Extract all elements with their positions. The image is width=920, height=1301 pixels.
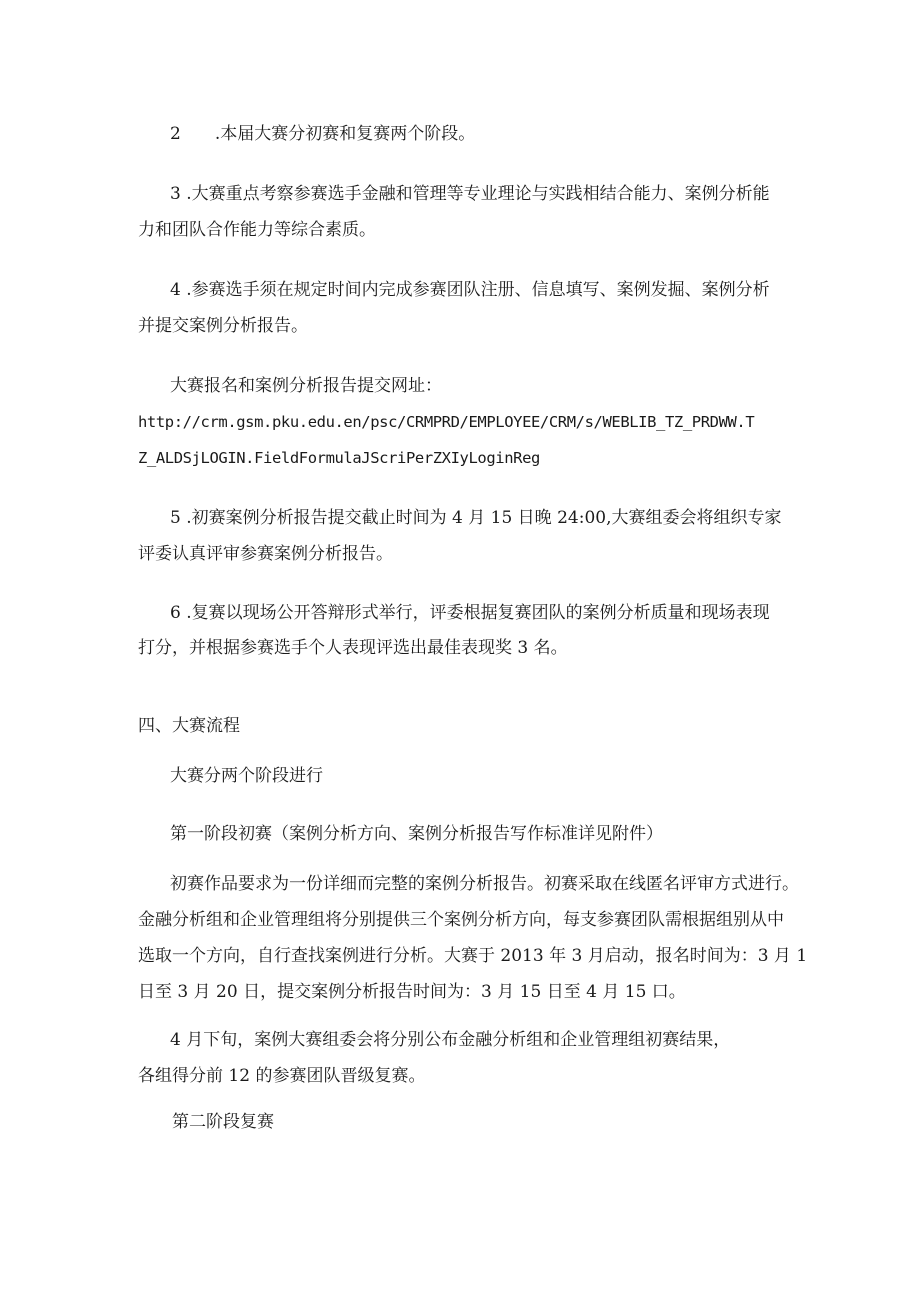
stage-1-para-1-line-1: 初赛作品要求为一份详细而完整的案例分析报告。初赛采取在线匿名评审方式进行。 (170, 874, 799, 894)
stage-1-para-1-line-4: 日至 3 月 20 日，提交案例分析报告时间为：3 月 15 日至 4 月 15 口。 (138, 982, 686, 1002)
url-label: 大赛报名和案例分析报告提交网址： (170, 376, 442, 396)
stage-1-para-1-line-3: 选取一个方向，自行查找案例进行分析。大赛于 2013 年 3 月启动，报名时间为：3 月 1 (138, 946, 808, 966)
stage-1-para-2-line-2: 各组得分前 12 的参赛团队晋级复赛。 (138, 1066, 426, 1086)
stage-2-title: 第二阶段复赛 (172, 1112, 274, 1132)
stage-1-title: 第一阶段初赛（案例分析方向、案例分析报告写作标准详见附件） (170, 824, 663, 844)
item-6-line-2: 打分，并根据参赛选手个人表现评选出最佳表现奖 3 名。 (138, 638, 568, 658)
stage-1-para-2-line-1: 4 月下旬，案例大赛组委会将分别公布金融分析组和企业管理组初赛结果， (170, 1030, 731, 1050)
item-4-line-1: 4 .参赛选手须在规定时间内完成参赛团队注册、信息填写、案例发掘、案例分析 (170, 280, 770, 300)
item-5-line-1: 5 .初赛案例分析报告提交截止时间为 4 月 15 日晚 24:00,大赛组委会将组织专家 (170, 508, 782, 528)
section-heading: 四、大赛流程 (138, 716, 240, 736)
item-2-text: .本届大赛分初赛和复赛两个阶段。 (214, 124, 476, 144)
item-5-line-2: 评委认真评审参赛案例分析报告。 (138, 544, 393, 564)
stage-1-para-1-line-2: 金融分析组和企业管理组将分别提供三个案例分析方向，每支参赛团队需根据组别从中 (138, 910, 784, 930)
item-6-line-1: 6 .复赛以现场公开答辩形式举行，评委根据复赛团队的案例分析质量和现场表现 (170, 603, 770, 623)
item-3-line-2: 力和团队合作能力等综合素质。 (138, 220, 376, 240)
item-3-line-1: 3 .大赛重点考察参赛选手金融和管理等专业理论与实践相结合能力、案例分析能 (170, 184, 770, 204)
item-4-line-2: 并提交案例分析报告。 (138, 316, 308, 336)
url-line-1: http://crm.gsm.pku.edu.en/psc/CRMPRD/EMPLOYEE/CRM/s/WEBLIB_TZ_PRDWW.T (138, 413, 755, 431)
section-intro: 大赛分两个阶段进行 (170, 766, 323, 786)
url-line-2: Z_ALDSjLOGIN.FieldFormulaJScriPerZXIyLoginReg (138, 449, 540, 467)
item-2 (170, 122, 475, 146)
item-2-number: 2 (170, 124, 181, 144)
